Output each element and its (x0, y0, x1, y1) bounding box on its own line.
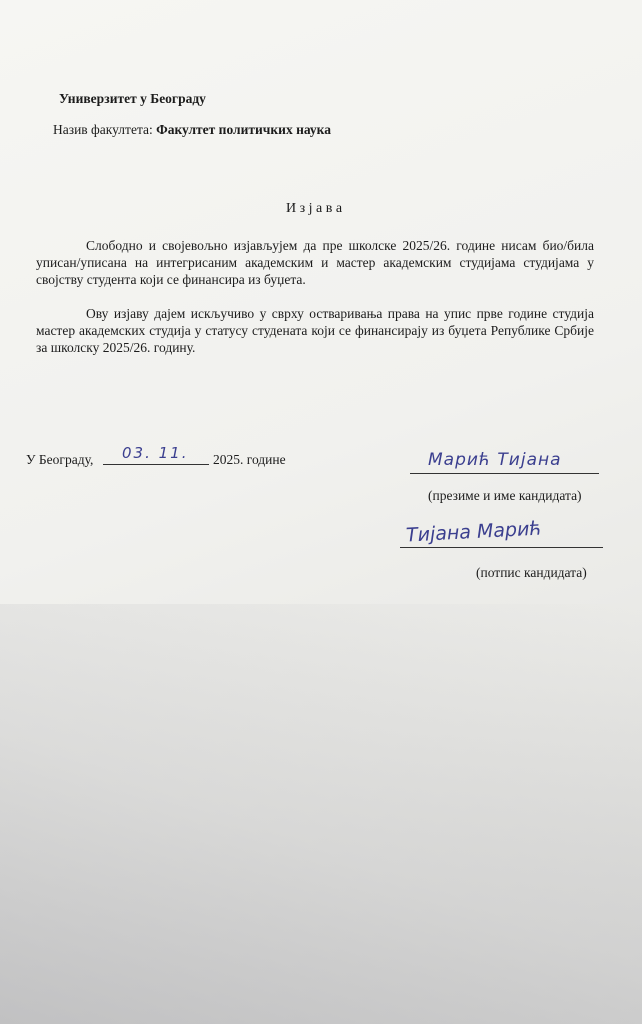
paragraph-1-text: Слободно и својевољно изјављујем да пре школске 2025/26. године нисам био/била уписан/уписана на интегрисаним академским и мастер академским студијама студијама у својству студента који се финансира из буџета. (36, 238, 594, 287)
date-underline (103, 464, 209, 465)
university-name: Универзитет у Београду (59, 91, 206, 106)
name-underline (410, 473, 599, 474)
faculty-label: Назив факултета: (53, 122, 153, 137)
name-handwritten: Марић Тијана (428, 450, 562, 470)
signature-underline (400, 547, 603, 548)
signature-handwritten: Тијана Марић (405, 517, 543, 547)
signature-caption: (потпис кандидата) (476, 565, 587, 580)
page-shadow (0, 604, 642, 1024)
date-suffix: 2025. године (213, 452, 286, 467)
faculty-line (53, 121, 331, 138)
paragraph-1 (36, 237, 594, 288)
date-handwritten: 03. 11. (122, 444, 189, 462)
faculty-name: Факултет политичких наука (156, 122, 331, 137)
paragraph-2 (36, 305, 594, 356)
place-prefix: У Београду, (26, 452, 94, 467)
name-caption: (презиме и име кандидата) (428, 488, 582, 503)
document-title: И з ј а в а (286, 201, 343, 216)
paragraph-2-text: Ову изјаву дајем искључиво у сврху остваривања права на упис прве године студија мастер академских студија у статусу студената који се финансирају из буџета Републике Србије за школску 2025/26. годину. (36, 306, 594, 355)
